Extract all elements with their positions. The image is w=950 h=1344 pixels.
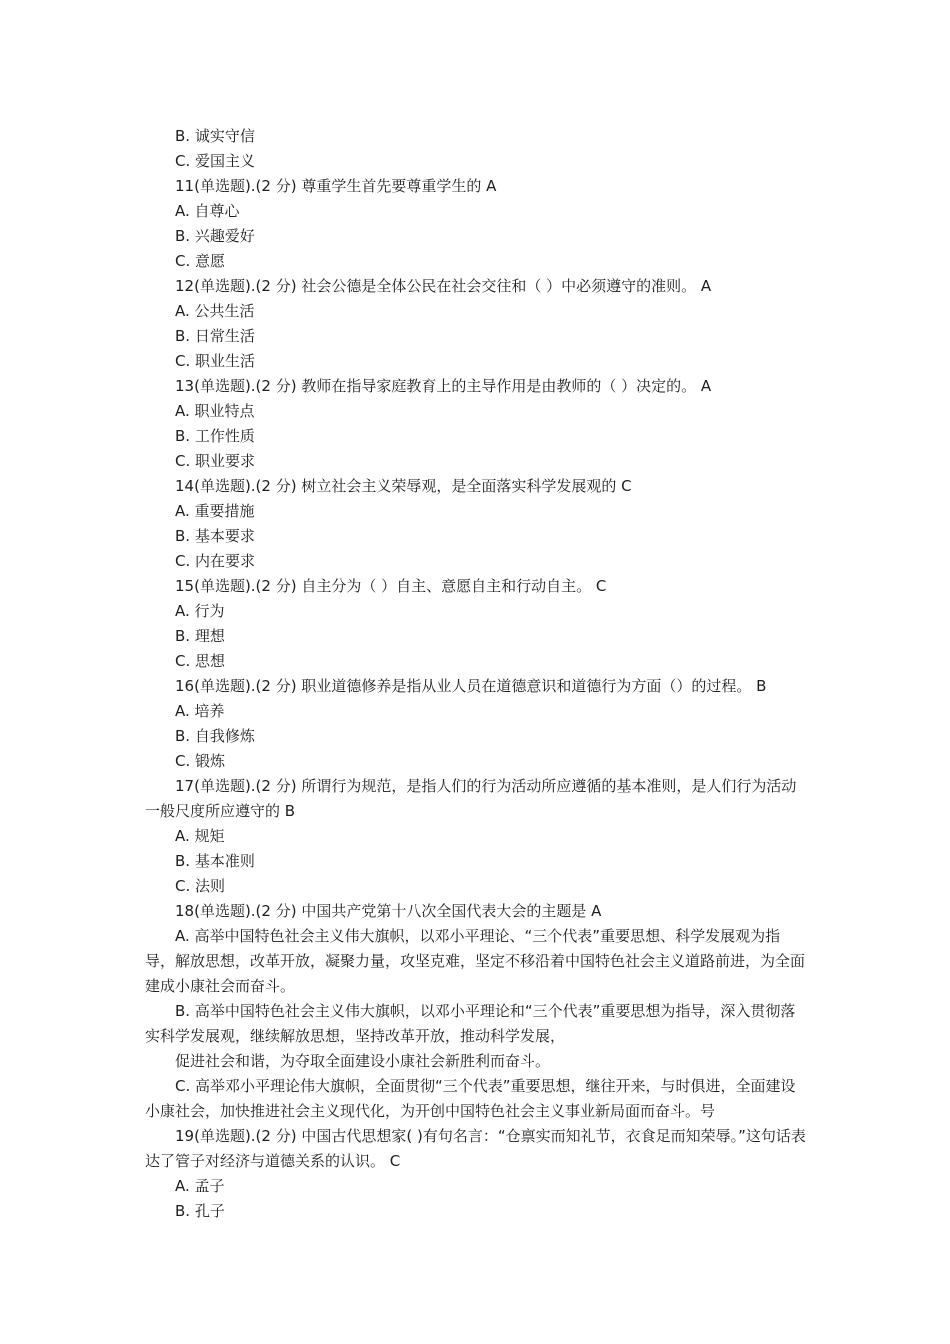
option-paragraph-b: B. 高举中国特色社会主义伟大旗帜，以邓小平理论和“三个代表”重要思想为指导，深入贯彻落实科学发展观，继续解放思想，坚持改革开放，推动科学发展， [145, 1002, 796, 1045]
option-line: C. 内在要求 [175, 552, 256, 570]
option-line: A. 规矩 [175, 827, 225, 845]
option-line: C. 爱国主义 [175, 152, 256, 170]
option-line: B. 诚实守信 [175, 127, 255, 145]
option-line: C. 职业要求 [175, 452, 256, 470]
option-line: A. 孟子 [175, 1177, 225, 1195]
question-13: 13(单选题).(2 分) 教师在指导家庭教育上的主导作用是由教师的（ ）决定的。 A [175, 377, 712, 395]
question-18: 18(单选题).(2 分) 中国共产党第十八次全国代表大会的主题是 A [175, 902, 602, 920]
option-paragraph-c: C. 高举邓小平理论伟大旗帜，全面贯彻“三个代表”重要思想，继往开来，与时俱进，全面建设小康社会，加快推进社会主义现代化，为开创中国特色社会主义事业新局面而奋斗。号 [145, 1077, 796, 1120]
question-19: 19(单选题).(2 分) 中国古代思想家( )有句名言：“仓禀实而知礼节，衣食足而知荣辱。”这句话表达了管子对经济与道德关系的认识。 C [145, 1127, 806, 1170]
question-12: 12(单选题).(2 分) 社会公德是全体公民在社会交往和（ ）中必须遵守的准则。 A [175, 277, 712, 295]
option-line: B. 理想 [175, 627, 225, 645]
option-line: B. 自我修炼 [175, 727, 255, 745]
option-line: B. 兴趣爱好 [175, 227, 255, 245]
option-paragraph-b-continued: 促进社会和谐，为夺取全面建设小康社会新胜利而奋斗。 [175, 1052, 551, 1070]
option-line: B. 基本准则 [175, 852, 255, 870]
option-line: C. 法则 [175, 877, 226, 895]
option-line: C. 意愿 [175, 252, 226, 270]
option-line: C. 职业生活 [175, 352, 256, 370]
option-line: A. 职业特点 [175, 402, 255, 420]
option-line: B. 工作性质 [175, 427, 255, 445]
question-11: 11(单选题).(2 分) 尊重学生首先要尊重学生的 A [175, 177, 497, 195]
option-line: A. 培养 [175, 702, 225, 720]
question-17: 17(单选题).(2 分) 所谓行为规范，是指人们的行为活动所应遵循的基本准则，是人们行为活动一般尺度所应遵守的 B [145, 777, 797, 820]
option-line: A. 自尊心 [175, 202, 240, 220]
option-paragraph-a: A. 高举中国特色社会主义伟大旗帜，以邓小平理论、“三个代表”重要思想、科学发展观为指导，解放思想，改革开放，凝聚力量，攻坚克难，坚定不移沿着中国特色社会主义道路前进，为全面建成小康社会而奋斗。 [145, 927, 806, 995]
question-15: 15(单选题).(2 分) 自主分为（ ）自主、意愿自主和行动自主。 C [175, 577, 607, 595]
document-content [145, 124, 810, 1224]
option-line: C. 思想 [175, 652, 226, 670]
option-line: A. 行为 [175, 602, 225, 620]
option-line: A. 重要措施 [175, 502, 255, 520]
option-line: B. 基本要求 [175, 527, 255, 545]
option-line: C. 锻炼 [175, 752, 226, 770]
option-line: A. 公共生活 [175, 302, 255, 320]
question-14: 14(单选题).(2 分) 树立社会主义荣辱观，是全面落实科学发展观的 C [175, 477, 632, 495]
question-16: 16(单选题).(2 分) 职业道德修养是指从业人员在道德意识和道德行为方面（）的过程。 B [175, 677, 767, 695]
option-line: B. 孔子 [175, 1202, 225, 1220]
option-line: B. 日常生活 [175, 327, 255, 345]
